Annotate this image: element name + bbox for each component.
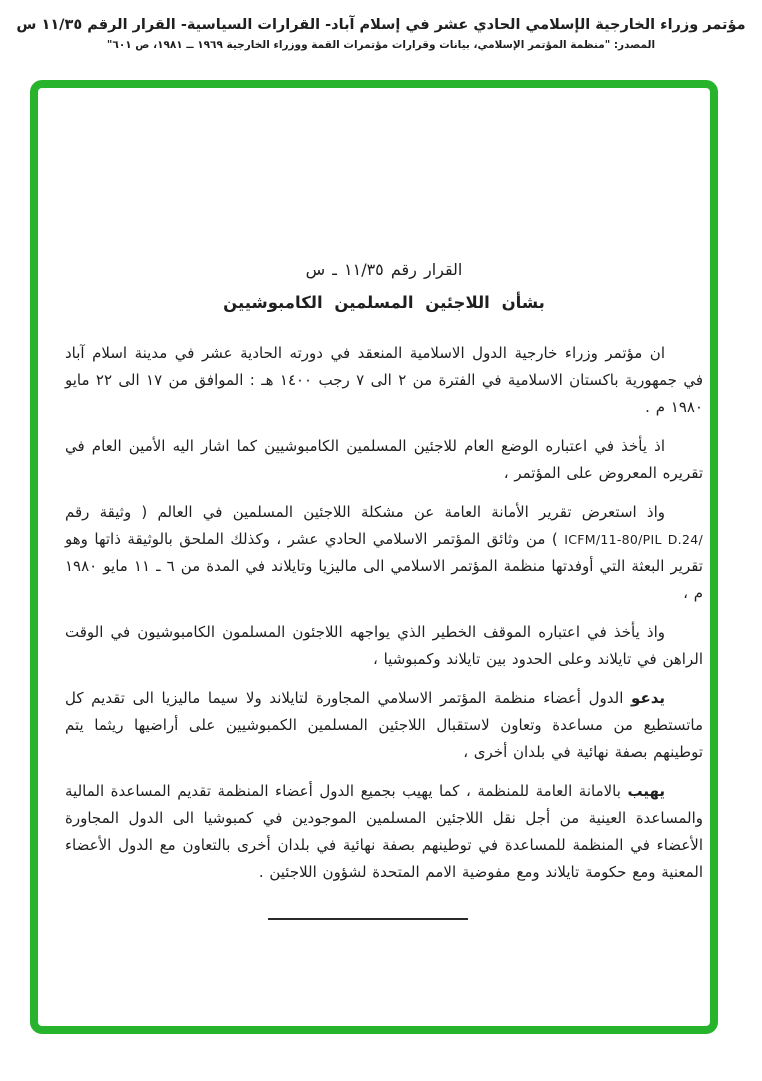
resolution-subject-title: بشأن اللاجئين المسلمين الكامبوشيين bbox=[223, 293, 545, 312]
header-citation-title: مؤتمر وزراء الخارجية الإسلامي الحادي عشر في إسلام آباد- القرارات السياسية- القرار الرقم ١١/٣٥ س bbox=[16, 17, 746, 33]
preamble-paragraph-4: واذ يأخذ في اعتباره الموقف الخطير الذي يواجهه اللاجئون المسلمون الكامبوشيون في الوقت الراهن في تايلاند وعلى الحدود بين تايلاند وكمبوشيا ، bbox=[65, 623, 703, 668]
header-citation-source: المصدر: "منظمة المؤتمر الإسلامي، بيانات وقرارات مؤتمرات القمة ووزراء الخارجية ١٩٦٩ ــ ١٩٨١، ص ٦٠١" bbox=[106, 39, 656, 51]
operative-paragraph-appeals-text: بالامانة العامة للمنظمة ، كما يهيب بجميع الدول أعضاء المنظمة تقديم المساعدة المالية والمساعدة العينية من أجل نقل اللاجئين المسلمين الموجودين في كمبوشيا الى الدول المجاورة الأعضاء في المنظمة للمساعدة في توطينهم بصفة نهائية في بلدان أخرى بالتعاون مع الدول الأعضاء المعنية ومع حكومة تايلاند ومع مفوضية الامم المتحدة لشؤون اللاجئين . bbox=[65, 782, 703, 881]
operative-word-appeals: يهيب bbox=[627, 782, 666, 800]
document-reference-code: ICFM/11-80/PIL D.24/ bbox=[564, 532, 703, 547]
green-border-frame bbox=[30, 80, 718, 1034]
paragraph-3-text-before-ref: واذ استعرض تقرير الأمانة العامة عن مشكلة اللاجئين المسلمين في العالم ( وثيقة رقم bbox=[65, 503, 665, 521]
operative-word-invites: يدعو bbox=[631, 689, 665, 707]
header-citation bbox=[0, 17, 762, 51]
preamble-paragraph-3 bbox=[65, 499, 703, 607]
operative-paragraph-calls bbox=[65, 685, 703, 766]
paragraph-3-text-after-ref: ) من وثائق المؤتمر الاسلامي الحادي عشر ، وكذلك الملحق بالوثيقة ذاتها وهو تقرير البعثة التي أوفدتها منظمة المؤتمر الاسلامي الى ماليزيا وتايلاند في المدة من ٦ ـ ١١ مايو ١٩٨٠ م ، bbox=[65, 530, 703, 602]
resolution-number-title: القرار رقم ١١/٣٥ ـ س bbox=[305, 260, 463, 279]
preamble-paragraph-2: اذ يأخذ في اعتباره الوضع العام للاجئين المسلمين الكامبوشيين كما اشار اليه الأمين العام في تقريره المعروض على المؤتمر ، bbox=[65, 437, 703, 482]
operative-paragraph-calls-text: الدول أعضاء منظمة المؤتمر الاسلامي المجاورة لتايلاند ولا سيما ماليزيا الى تقديم كل ماتستطيع من مساعدة وتعاون لاستقبال اللاجئين المسلمين الكمبوشيين على أراضيها ريثما يتم توطينهم بصفة نهائية في بلدان أخرى ، bbox=[65, 689, 703, 761]
preamble-paragraph-1: ان مؤتمر وزراء خارجية الدول الاسلامية المنعقد في دورته الحادية عشر في مدينة اسلام آباد في جمهورية باكستان الاسلامية في الفترة من ٢ الى ٧ رجب ١٤٠٠ هـ : الموافق من ١٧ الى ٢٢ مايو ١٩٨٠ م . bbox=[65, 344, 703, 416]
operative-paragraph-appeals bbox=[65, 778, 703, 886]
document-body bbox=[38, 88, 710, 1026]
closing-divider-line bbox=[268, 918, 468, 920]
